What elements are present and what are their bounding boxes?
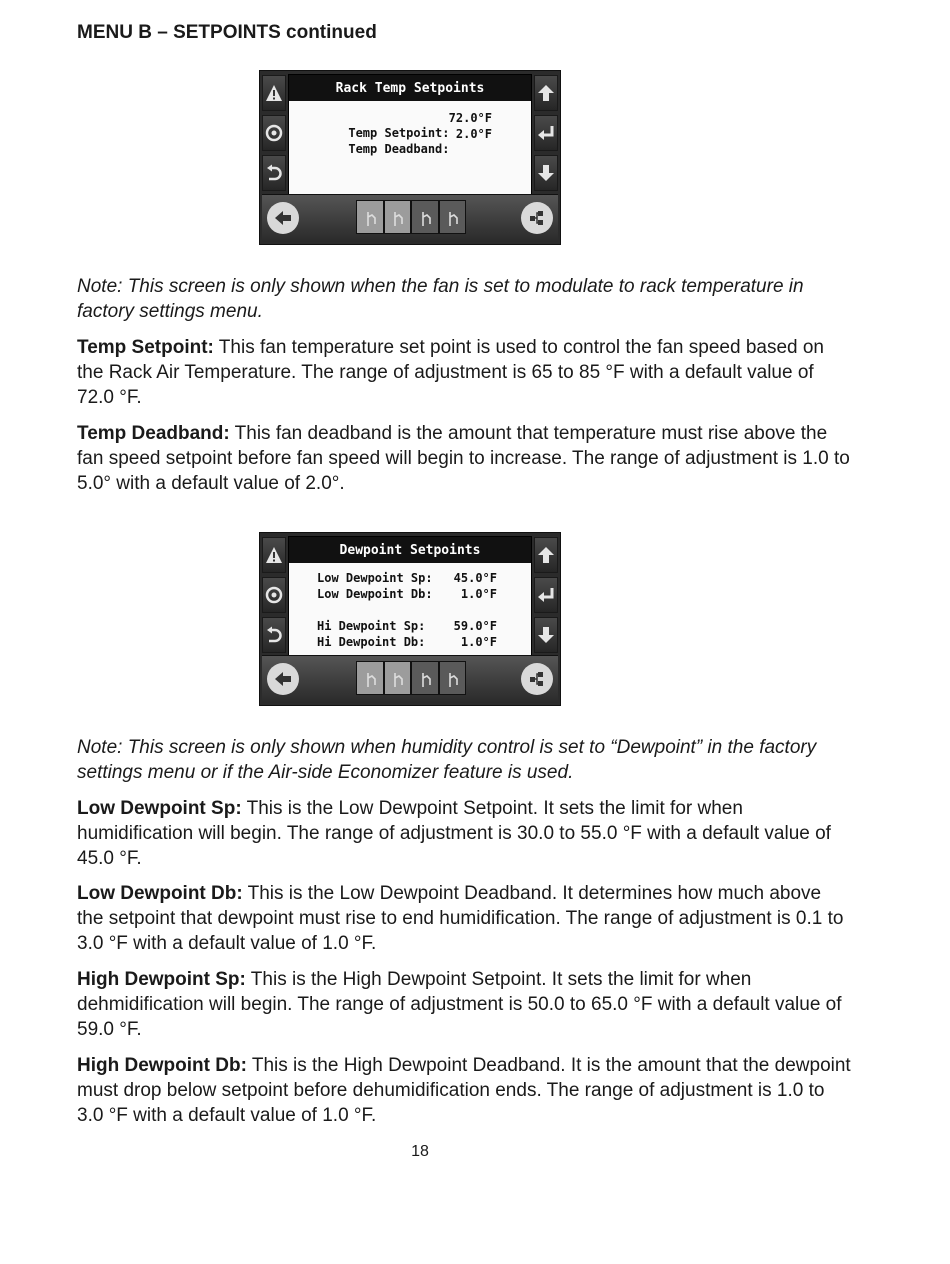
term-text: This fan temperature set point is used to control the fan speed based on the Rack Air Temperature. The range of adjustment is 65 to 85 °F with a default value of 72.0 °F. <box>77 337 825 408</box>
term-label: Temp Deadband: <box>77 423 230 444</box>
escape-button[interactable] <box>262 617 286 653</box>
up-arrow-icon <box>537 84 555 102</box>
menu-button[interactable] <box>262 577 286 613</box>
enter-button[interactable] <box>534 115 558 151</box>
alarm-icon <box>265 84 283 102</box>
hand-icon <box>444 667 460 689</box>
right-button-column <box>533 73 559 193</box>
alarm-icon <box>265 546 283 564</box>
screen-title: Dewpoint Setpoints <box>289 537 531 563</box>
setting-value: 59.0°F <box>453 619 497 633</box>
term-text: This is the High Dewpoint Deadband. It is the amount that the dewpoint must drop below setpoint before dehumidification ends. The range of adjustment is 1.0 to 3.0 °F with a default value of 1.0 °F. <box>77 1055 851 1126</box>
page-heading: MENU B – SETPOINTS continued <box>77 22 377 43</box>
hand-icon <box>444 206 460 228</box>
mode-button[interactable] <box>411 200 439 234</box>
term-text: This fan deadband is the amount that temperature must rise above the fan speed setpoint before fan speed will begin to increase. The range of adjustment is 1.0 to 5.0° with a default value of 2.0°. <box>77 423 850 494</box>
alarm-button[interactable] <box>262 537 286 573</box>
back-icon <box>265 164 283 182</box>
mode-button[interactable] <box>356 661 384 695</box>
low-dewpoint-sp-description <box>77 796 852 871</box>
term-text: This is the Low Dewpoint Deadband. It determines how much above the setpoint that dewpoint must rise to end humidification. The range of adjustment is 0.1 to 3.0 °F with a default value of 1.0 °F. <box>77 883 844 954</box>
mode-selector <box>356 661 466 695</box>
left-arrow-icon <box>273 208 293 228</box>
up-button[interactable] <box>534 537 558 573</box>
right-button-column <box>533 535 559 655</box>
network-button[interactable] <box>521 202 553 234</box>
dewpoint-note: Note: This screen is only shown when humidity control is set to “Dewpoint” in the factory settings menu or if the Air-side Economizer feature is used. <box>77 737 817 783</box>
network-icon <box>527 208 547 228</box>
mode-button[interactable] <box>384 661 412 695</box>
setting-value: 1.0°F <box>460 635 497 649</box>
mode-button[interactable] <box>356 200 384 234</box>
enter-icon <box>537 586 555 604</box>
bottom-button-bar <box>262 655 558 703</box>
setting-value: 45.0°F <box>453 571 497 585</box>
term-label: High Dewpoint Db: <box>77 1055 247 1076</box>
setting-label: Low Dewpoint Sp: <box>317 571 433 585</box>
temp-setpoint-description <box>77 335 852 410</box>
mode-selector <box>356 200 466 234</box>
back-icon <box>265 626 283 644</box>
hand-icon <box>417 667 433 689</box>
menu-button[interactable] <box>262 115 286 151</box>
left-button-column <box>261 535 287 655</box>
screen-title: Rack Temp Setpoints <box>289 75 531 101</box>
dewpoint-setpoints-screen <box>259 532 561 706</box>
down-arrow-icon <box>537 626 555 644</box>
hand-icon <box>362 206 378 228</box>
setting-label: Temp Deadband: <box>348 142 450 156</box>
network-button[interactable] <box>521 663 553 695</box>
down-button[interactable] <box>534 617 558 653</box>
previous-button[interactable] <box>267 663 299 695</box>
high-dewpoint-db-description <box>77 1053 852 1128</box>
menu-icon <box>265 124 283 142</box>
term-label: High Dewpoint Sp: <box>77 969 246 990</box>
up-arrow-icon <box>537 546 555 564</box>
setting-label: Temp Setpoint: <box>348 126 450 140</box>
enter-button[interactable] <box>534 577 558 613</box>
temp-deadband-description <box>77 421 852 496</box>
left-arrow-icon <box>273 669 293 689</box>
alarm-button[interactable] <box>262 75 286 111</box>
page-number: 18 <box>411 1143 429 1160</box>
hand-icon <box>389 206 405 228</box>
escape-button[interactable] <box>262 155 286 191</box>
mode-button[interactable] <box>439 661 467 695</box>
enter-icon <box>537 124 555 142</box>
setting-value: 2.0°F <box>455 127 492 141</box>
lcd-display <box>288 74 532 195</box>
low-dewpoint-db-description <box>77 881 852 956</box>
up-button[interactable] <box>534 75 558 111</box>
setting-value: 1.0°F <box>460 587 497 601</box>
hand-icon <box>389 667 405 689</box>
down-arrow-icon <box>537 164 555 182</box>
hand-icon <box>362 667 378 689</box>
term-label: Low Dewpoint Db: <box>77 883 243 904</box>
mode-button[interactable] <box>411 661 439 695</box>
lcd-display <box>288 536 532 657</box>
down-button[interactable] <box>534 155 558 191</box>
term-label: Temp Setpoint: <box>77 337 214 358</box>
term-text: This is the Low Dewpoint Setpoint. It sets the limit for when humidification will begin. The range of adjustment is 30.0 to 55.0 °F with a default value of 45.0 °F. <box>77 798 831 869</box>
left-button-column <box>261 73 287 193</box>
setting-label: Hi Dewpoint Sp: <box>317 619 426 633</box>
rack-temp-note: Note: This screen is only shown when the fan is set to modulate to rack temperature in factory settings menu. <box>77 276 804 322</box>
term-label: Low Dewpoint Sp: <box>77 798 242 819</box>
setting-label: Low Dewpoint Db: <box>317 587 433 601</box>
high-dewpoint-sp-description <box>77 967 852 1042</box>
menu-icon <box>265 586 283 604</box>
rack-temp-setpoints-screen <box>259 70 561 245</box>
previous-button[interactable] <box>267 202 299 234</box>
network-icon <box>527 669 547 689</box>
bottom-button-bar <box>262 194 558 242</box>
setting-label: Hi Dewpoint Db: <box>317 635 426 649</box>
mode-button[interactable] <box>439 200 467 234</box>
setting-value: 72.0°F <box>448 111 492 125</box>
hand-icon <box>417 206 433 228</box>
lcd-row <box>305 127 450 172</box>
term-text: This is the High Dewpoint Setpoint. It sets the limit for when dehmidification will begin. The range of adjustment is 50.0 to 65.0 °F with a default value of 59.0 °F. <box>77 969 842 1040</box>
mode-button[interactable] <box>384 200 412 234</box>
